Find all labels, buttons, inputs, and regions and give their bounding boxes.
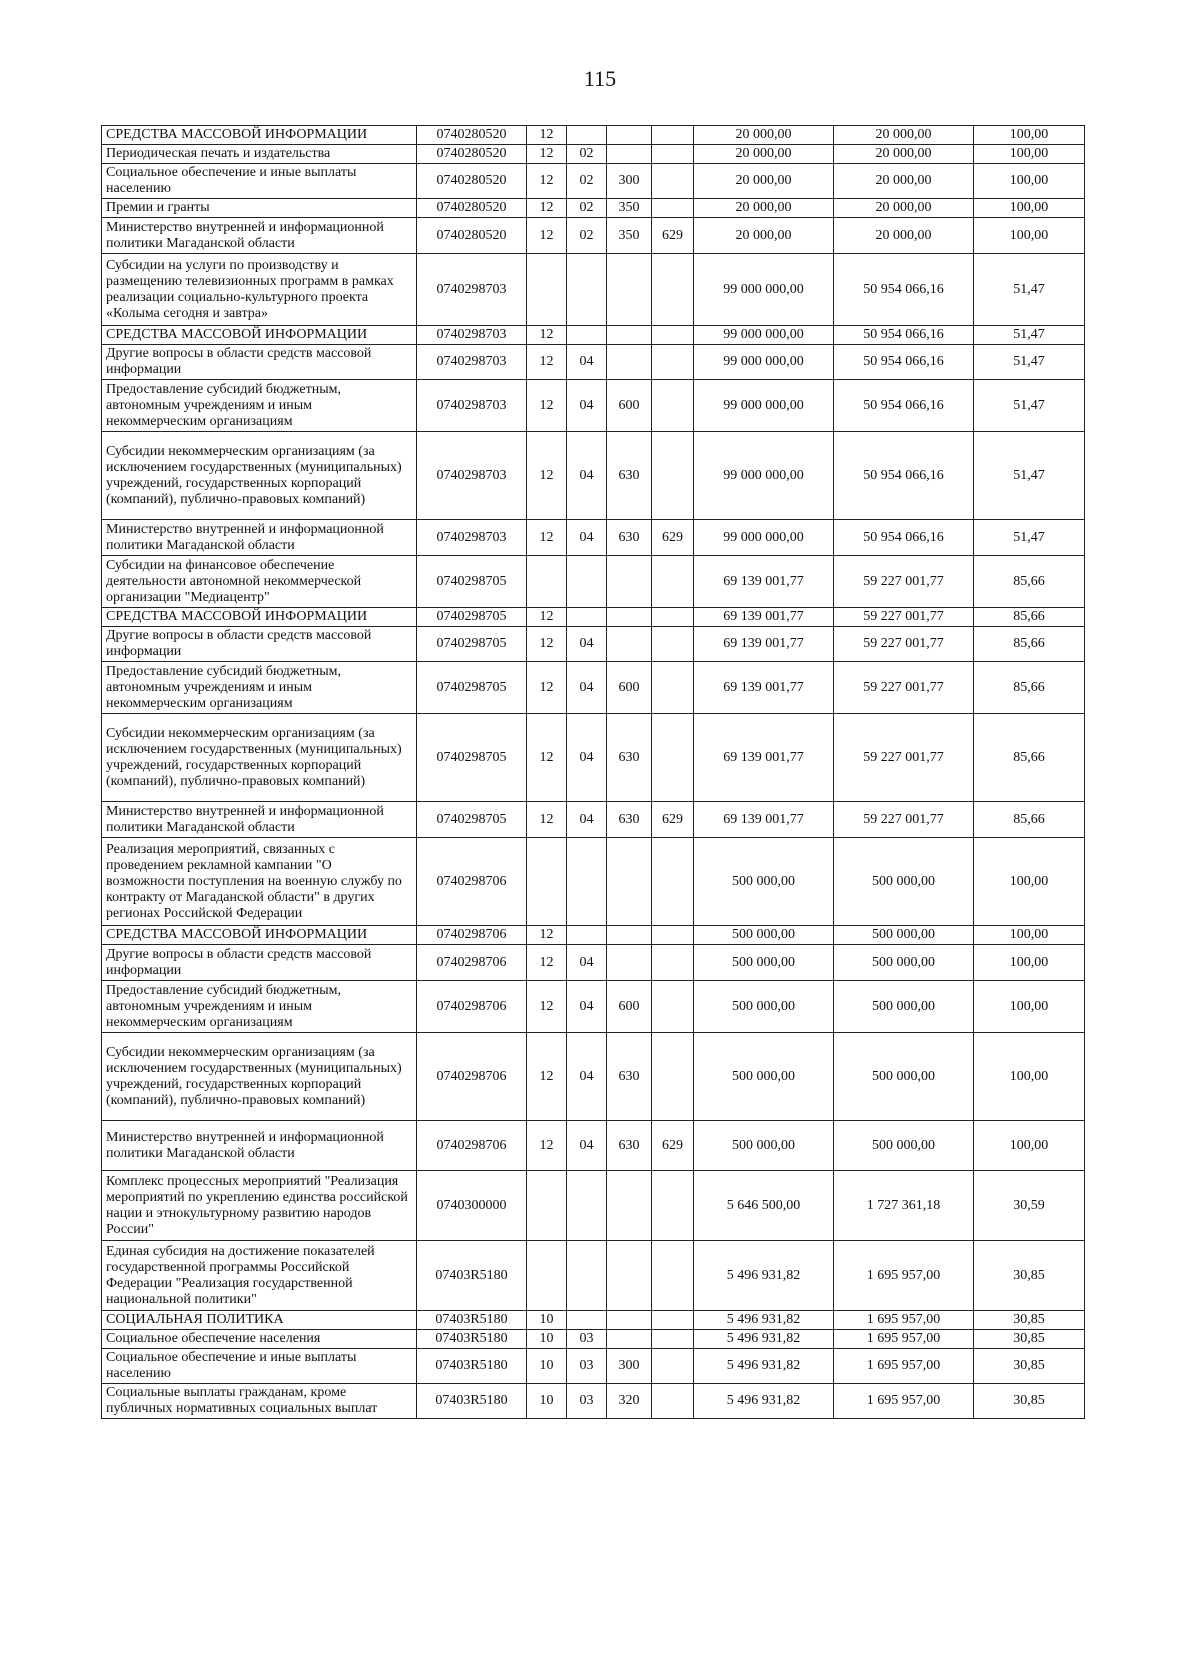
row-percent: 100,00	[974, 145, 1085, 164]
table-row	[102, 126, 1085, 145]
row-subsection	[567, 326, 607, 345]
row-name: Реализация мероприятий, связанных с проведением рекламной кампании "О возможности поступления на военную службу по контракту от Магаданской области" в других регионах Российской Федерации	[102, 838, 417, 926]
row-csr: 0740280520	[417, 164, 527, 199]
row-expense-type	[607, 254, 652, 326]
row-section: 12	[527, 945, 567, 981]
row-fact: 1 727 361,18	[834, 1171, 974, 1241]
row-admin-code	[652, 1311, 694, 1330]
row-admin-code	[652, 145, 694, 164]
row-subsection: 04	[567, 380, 607, 432]
row-plan: 5 496 931,82	[694, 1311, 834, 1330]
row-expense-type: 350	[607, 199, 652, 218]
table-row	[102, 662, 1085, 714]
row-plan: 5 496 931,82	[694, 1330, 834, 1349]
row-expense-type: 630	[607, 802, 652, 838]
row-subsection: 04	[567, 802, 607, 838]
row-fact: 59 227 001,77	[834, 556, 974, 608]
row-percent: 100,00	[974, 126, 1085, 145]
row-subsection	[567, 1171, 607, 1241]
row-percent: 100,00	[974, 945, 1085, 981]
row-name: Социальные выплаты гражданам, кроме публичных нормативных социальных выплат	[102, 1384, 417, 1419]
row-percent: 85,66	[974, 608, 1085, 627]
row-expense-type: 300	[607, 164, 652, 199]
table-row	[102, 926, 1085, 945]
row-subsection: 04	[567, 714, 607, 802]
row-percent: 30,85	[974, 1384, 1085, 1419]
row-admin-code: 629	[652, 802, 694, 838]
row-csr: 07403R5180	[417, 1330, 527, 1349]
row-percent: 30,85	[974, 1330, 1085, 1349]
row-plan: 99 000 000,00	[694, 432, 834, 520]
row-subsection: 02	[567, 218, 607, 254]
table-row	[102, 145, 1085, 164]
row-expense-type: 630	[607, 520, 652, 556]
row-plan: 5 496 931,82	[694, 1241, 834, 1311]
row-percent: 85,66	[974, 802, 1085, 838]
table-row	[102, 218, 1085, 254]
row-expense-type	[607, 1311, 652, 1330]
row-subsection: 04	[567, 1121, 607, 1171]
row-name: Субсидии на финансовое обеспечение деятельности автономной некоммерческой организации "Медиацентр"	[102, 556, 417, 608]
table-row	[102, 1384, 1085, 1419]
row-csr: 0740298703	[417, 432, 527, 520]
row-admin-code	[652, 838, 694, 926]
row-section: 12	[527, 520, 567, 556]
row-plan: 99 000 000,00	[694, 380, 834, 432]
row-admin-code	[652, 1349, 694, 1384]
row-subsection: 03	[567, 1330, 607, 1349]
row-plan: 69 139 001,77	[694, 802, 834, 838]
table-row	[102, 1241, 1085, 1311]
row-plan: 5 496 931,82	[694, 1384, 834, 1419]
row-name: Субсидии на услуги по производству и размещению телевизионных программ в рамках реализации социально-культурного проекта «Колыма сегодня и завтра»	[102, 254, 417, 326]
row-subsection: 02	[567, 145, 607, 164]
row-expense-type	[607, 608, 652, 627]
table-row	[102, 608, 1085, 627]
row-fact: 50 954 066,16	[834, 432, 974, 520]
row-admin-code	[652, 1330, 694, 1349]
row-fact: 500 000,00	[834, 1033, 974, 1121]
table-row	[102, 326, 1085, 345]
row-section: 12	[527, 432, 567, 520]
row-subsection: 04	[567, 662, 607, 714]
row-fact: 20 000,00	[834, 218, 974, 254]
row-subsection: 04	[567, 981, 607, 1033]
row-subsection	[567, 126, 607, 145]
row-csr: 0740298706	[417, 981, 527, 1033]
row-admin-code	[652, 1384, 694, 1419]
row-subsection: 03	[567, 1384, 607, 1419]
row-section: 12	[527, 1121, 567, 1171]
row-fact: 50 954 066,16	[834, 520, 974, 556]
row-admin-code	[652, 380, 694, 432]
row-expense-type: 350	[607, 218, 652, 254]
row-name: СРЕДСТВА МАССОВОЙ ИНФОРМАЦИИ	[102, 326, 417, 345]
row-fact: 59 227 001,77	[834, 714, 974, 802]
row-admin-code	[652, 164, 694, 199]
table-row	[102, 380, 1085, 432]
row-csr: 0740298706	[417, 945, 527, 981]
row-fact: 59 227 001,77	[834, 627, 974, 662]
row-section: 10	[527, 1330, 567, 1349]
row-section: 12	[527, 981, 567, 1033]
row-section: 12	[527, 164, 567, 199]
row-fact: 50 954 066,16	[834, 254, 974, 326]
row-admin-code	[652, 945, 694, 981]
row-admin-code: 629	[652, 218, 694, 254]
row-percent: 100,00	[974, 926, 1085, 945]
row-csr: 0740298706	[417, 926, 527, 945]
row-plan: 500 000,00	[694, 1121, 834, 1171]
row-admin-code	[652, 326, 694, 345]
row-csr: 0740298705	[417, 802, 527, 838]
row-subsection	[567, 1241, 607, 1311]
row-admin-code	[652, 608, 694, 627]
row-name: СРЕДСТВА МАССОВОЙ ИНФОРМАЦИИ	[102, 608, 417, 627]
row-subsection	[567, 254, 607, 326]
row-name: Премии и гранты	[102, 199, 417, 218]
row-admin-code: 629	[652, 520, 694, 556]
row-csr: 0740298706	[417, 1121, 527, 1171]
row-expense-type	[607, 945, 652, 981]
table-row	[102, 1311, 1085, 1330]
row-section	[527, 1171, 567, 1241]
row-plan: 5 496 931,82	[694, 1349, 834, 1384]
row-subsection	[567, 926, 607, 945]
row-admin-code	[652, 1241, 694, 1311]
row-admin-code	[652, 926, 694, 945]
table-row	[102, 556, 1085, 608]
row-section: 12	[527, 926, 567, 945]
table-row	[102, 1121, 1085, 1171]
table-row	[102, 254, 1085, 326]
page-number: 115	[583, 66, 617, 91]
row-expense-type	[607, 326, 652, 345]
row-csr: 0740280520	[417, 199, 527, 218]
row-name: СОЦИАЛЬНАЯ ПОЛИТИКА	[102, 1311, 417, 1330]
row-plan: 20 000,00	[694, 199, 834, 218]
row-plan: 500 000,00	[694, 1033, 834, 1121]
row-admin-code	[652, 199, 694, 218]
table-row	[102, 1171, 1085, 1241]
row-expense-type	[607, 926, 652, 945]
table-row	[102, 945, 1085, 981]
row-name: Периодическая печать и издательства	[102, 145, 417, 164]
row-percent: 100,00	[974, 1121, 1085, 1171]
row-percent: 51,47	[974, 345, 1085, 380]
row-admin-code	[652, 345, 694, 380]
row-name: Другие вопросы в области средств массовой информации	[102, 945, 417, 981]
row-section: 12	[527, 326, 567, 345]
table-row	[102, 714, 1085, 802]
row-fact: 1 695 957,00	[834, 1311, 974, 1330]
row-subsection: 04	[567, 432, 607, 520]
row-subsection: 02	[567, 199, 607, 218]
row-percent: 30,59	[974, 1171, 1085, 1241]
budget-table-body	[102, 126, 1085, 1419]
row-plan: 20 000,00	[694, 126, 834, 145]
row-section: 12	[527, 199, 567, 218]
row-name: Субсидии некоммерческим организациям (за исключением государственных (муниципальных) учреждений, государственных корпораций (компаний), публично-правовых компаний)	[102, 1033, 417, 1121]
row-subsection	[567, 556, 607, 608]
row-csr: 07403R5180	[417, 1349, 527, 1384]
row-plan: 69 139 001,77	[694, 556, 834, 608]
row-csr: 0740298703	[417, 326, 527, 345]
row-expense-type	[607, 838, 652, 926]
row-percent: 100,00	[974, 164, 1085, 199]
row-plan: 500 000,00	[694, 945, 834, 981]
row-fact: 500 000,00	[834, 981, 974, 1033]
row-percent: 51,47	[974, 432, 1085, 520]
row-csr: 07403R5180	[417, 1311, 527, 1330]
row-section	[527, 1241, 567, 1311]
row-expense-type	[607, 126, 652, 145]
row-fact: 59 227 001,77	[834, 662, 974, 714]
row-csr: 0740280520	[417, 126, 527, 145]
row-section: 12	[527, 714, 567, 802]
row-subsection: 04	[567, 1033, 607, 1121]
row-subsection	[567, 838, 607, 926]
row-subsection: 02	[567, 164, 607, 199]
row-expense-type	[607, 556, 652, 608]
row-plan: 20 000,00	[694, 218, 834, 254]
table-row	[102, 520, 1085, 556]
row-name: Субсидии некоммерческим организациям (за исключением государственных (муниципальных) учреждений, государственных корпораций (компаний), публично-правовых компаний)	[102, 714, 417, 802]
row-name: Министерство внутренней и информационной политики Магаданской области	[102, 1121, 417, 1171]
row-section: 12	[527, 345, 567, 380]
row-fact: 20 000,00	[834, 164, 974, 199]
row-admin-code	[652, 662, 694, 714]
row-csr: 0740298706	[417, 1033, 527, 1121]
row-expense-type	[607, 1241, 652, 1311]
row-name: Министерство внутренней и информационной политики Магаданской области	[102, 802, 417, 838]
row-expense-type: 600	[607, 380, 652, 432]
row-fact: 1 695 957,00	[834, 1241, 974, 1311]
row-expense-type	[607, 627, 652, 662]
row-plan: 5 646 500,00	[694, 1171, 834, 1241]
row-admin-code	[652, 556, 694, 608]
row-subsection: 04	[567, 945, 607, 981]
row-fact: 20 000,00	[834, 145, 974, 164]
row-percent: 85,66	[974, 556, 1085, 608]
row-name: Комплекс процессных мероприятий "Реализация мероприятий по укреплению единства российской нации и этнокультурному развитию народов России"	[102, 1171, 417, 1241]
table-row	[102, 1349, 1085, 1384]
row-fact: 1 695 957,00	[834, 1330, 974, 1349]
row-plan: 99 000 000,00	[694, 326, 834, 345]
row-admin-code	[652, 254, 694, 326]
row-section	[527, 556, 567, 608]
row-name: СРЕДСТВА МАССОВОЙ ИНФОРМАЦИИ	[102, 926, 417, 945]
table-row	[102, 1033, 1085, 1121]
row-expense-type: 600	[607, 981, 652, 1033]
row-percent: 51,47	[974, 254, 1085, 326]
row-name: Другие вопросы в области средств массовой информации	[102, 627, 417, 662]
row-plan: 99 000 000,00	[694, 520, 834, 556]
row-csr: 07403R5180	[417, 1384, 527, 1419]
row-name: Предоставление субсидий бюджетным, автономным учреждениям и иным некоммерческим организациям	[102, 662, 417, 714]
row-admin-code	[652, 981, 694, 1033]
row-name: Единая субсидия на достижение показателей государственной программы Российской Федерации "Реализация государственной национальной политики"	[102, 1241, 417, 1311]
row-percent: 85,66	[974, 627, 1085, 662]
row-section: 12	[527, 802, 567, 838]
row-fact: 50 954 066,16	[834, 380, 974, 432]
row-fact: 50 954 066,16	[834, 326, 974, 345]
row-fact: 20 000,00	[834, 126, 974, 145]
table-row	[102, 345, 1085, 380]
row-section: 10	[527, 1349, 567, 1384]
row-percent: 30,85	[974, 1241, 1085, 1311]
row-section	[527, 838, 567, 926]
row-percent: 100,00	[974, 981, 1085, 1033]
row-plan: 500 000,00	[694, 981, 834, 1033]
table-row	[102, 1330, 1085, 1349]
row-subsection	[567, 608, 607, 627]
row-csr: 0740298706	[417, 838, 527, 926]
row-subsection: 04	[567, 627, 607, 662]
row-percent: 30,85	[974, 1349, 1085, 1384]
row-section: 12	[527, 218, 567, 254]
row-name: Другие вопросы в области средств массовой информации	[102, 345, 417, 380]
row-fact: 50 954 066,16	[834, 345, 974, 380]
row-section	[527, 254, 567, 326]
row-csr: 0740298705	[417, 662, 527, 714]
row-section: 10	[527, 1384, 567, 1419]
row-subsection: 04	[567, 520, 607, 556]
table-row	[102, 432, 1085, 520]
row-percent: 85,66	[974, 662, 1085, 714]
row-name: СРЕДСТВА МАССОВОЙ ИНФОРМАЦИИ	[102, 126, 417, 145]
table-row	[102, 164, 1085, 199]
row-expense-type	[607, 1330, 652, 1349]
row-name: Социальное обеспечение населения	[102, 1330, 417, 1349]
row-subsection: 04	[567, 345, 607, 380]
row-name: Предоставление субсидий бюджетным, автономным учреждениям и иным некоммерческим организациям	[102, 380, 417, 432]
row-expense-type: 320	[607, 1384, 652, 1419]
row-expense-type: 300	[607, 1349, 652, 1384]
row-percent: 100,00	[974, 1033, 1085, 1121]
row-plan: 69 139 001,77	[694, 627, 834, 662]
row-fact: 500 000,00	[834, 926, 974, 945]
row-section: 12	[527, 145, 567, 164]
row-plan: 69 139 001,77	[694, 662, 834, 714]
row-percent: 100,00	[974, 218, 1085, 254]
row-section: 10	[527, 1311, 567, 1330]
row-name: Социальное обеспечение и иные выплаты населению	[102, 164, 417, 199]
table-row	[102, 981, 1085, 1033]
row-percent: 85,66	[974, 714, 1085, 802]
row-admin-code	[652, 1033, 694, 1121]
row-percent: 30,85	[974, 1311, 1085, 1330]
row-percent: 51,47	[974, 326, 1085, 345]
row-plan: 69 139 001,77	[694, 608, 834, 627]
row-subsection: 03	[567, 1349, 607, 1384]
row-section: 12	[527, 662, 567, 714]
row-expense-type	[607, 1171, 652, 1241]
row-csr: 07403R5180	[417, 1241, 527, 1311]
budget-table	[101, 125, 1085, 1419]
row-fact: 1 695 957,00	[834, 1384, 974, 1419]
row-plan: 99 000 000,00	[694, 254, 834, 326]
row-fact: 20 000,00	[834, 199, 974, 218]
row-csr: 0740298705	[417, 608, 527, 627]
row-plan: 500 000,00	[694, 838, 834, 926]
row-expense-type	[607, 345, 652, 380]
row-expense-type: 630	[607, 432, 652, 520]
row-section: 12	[527, 608, 567, 627]
row-csr: 0740298703	[417, 520, 527, 556]
row-name: Предоставление субсидий бюджетным, автономным учреждениям и иным некоммерческим организациям	[102, 981, 417, 1033]
row-expense-type: 630	[607, 714, 652, 802]
table-row	[102, 199, 1085, 218]
row-plan: 20 000,00	[694, 164, 834, 199]
row-csr: 0740298703	[417, 254, 527, 326]
row-csr: 0740298705	[417, 627, 527, 662]
row-plan: 500 000,00	[694, 926, 834, 945]
row-plan: 99 000 000,00	[694, 345, 834, 380]
row-plan: 69 139 001,77	[694, 714, 834, 802]
row-percent: 51,47	[974, 520, 1085, 556]
row-name: Министерство внутренней и информационной политики Магаданской области	[102, 520, 417, 556]
row-subsection	[567, 1311, 607, 1330]
row-admin-code	[652, 126, 694, 145]
row-section: 12	[527, 1033, 567, 1121]
row-percent: 51,47	[974, 380, 1085, 432]
row-section: 12	[527, 380, 567, 432]
table-row	[102, 802, 1085, 838]
row-csr: 0740280520	[417, 218, 527, 254]
row-expense-type: 600	[607, 662, 652, 714]
row-csr: 0740298705	[417, 714, 527, 802]
row-section: 12	[527, 126, 567, 145]
row-csr: 0740298703	[417, 345, 527, 380]
row-expense-type: 630	[607, 1121, 652, 1171]
row-admin-code	[652, 714, 694, 802]
row-fact: 500 000,00	[834, 838, 974, 926]
row-expense-type: 630	[607, 1033, 652, 1121]
table-row	[102, 627, 1085, 662]
row-fact: 1 695 957,00	[834, 1349, 974, 1384]
row-percent: 100,00	[974, 199, 1085, 218]
row-percent: 100,00	[974, 838, 1085, 926]
row-admin-code	[652, 1171, 694, 1241]
row-admin-code	[652, 627, 694, 662]
row-fact: 59 227 001,77	[834, 608, 974, 627]
row-section: 12	[527, 627, 567, 662]
row-name: Социальное обеспечение и иные выплаты населению	[102, 1349, 417, 1384]
row-expense-type	[607, 145, 652, 164]
row-fact: 500 000,00	[834, 1121, 974, 1171]
row-csr: 0740280520	[417, 145, 527, 164]
row-csr: 0740298703	[417, 380, 527, 432]
row-name: Субсидии некоммерческим организациям (за исключением государственных (муниципальных) учреждений, государственных корпораций (компаний), публично-правовых компаний)	[102, 432, 417, 520]
row-csr: 0740298705	[417, 556, 527, 608]
table-row	[102, 838, 1085, 926]
row-name: Министерство внутренней и информационной политики Магаданской области	[102, 218, 417, 254]
row-admin-code	[652, 432, 694, 520]
row-csr: 0740300000	[417, 1171, 527, 1241]
row-admin-code: 629	[652, 1121, 694, 1171]
row-fact: 59 227 001,77	[834, 802, 974, 838]
row-plan: 20 000,00	[694, 145, 834, 164]
row-fact: 500 000,00	[834, 945, 974, 981]
